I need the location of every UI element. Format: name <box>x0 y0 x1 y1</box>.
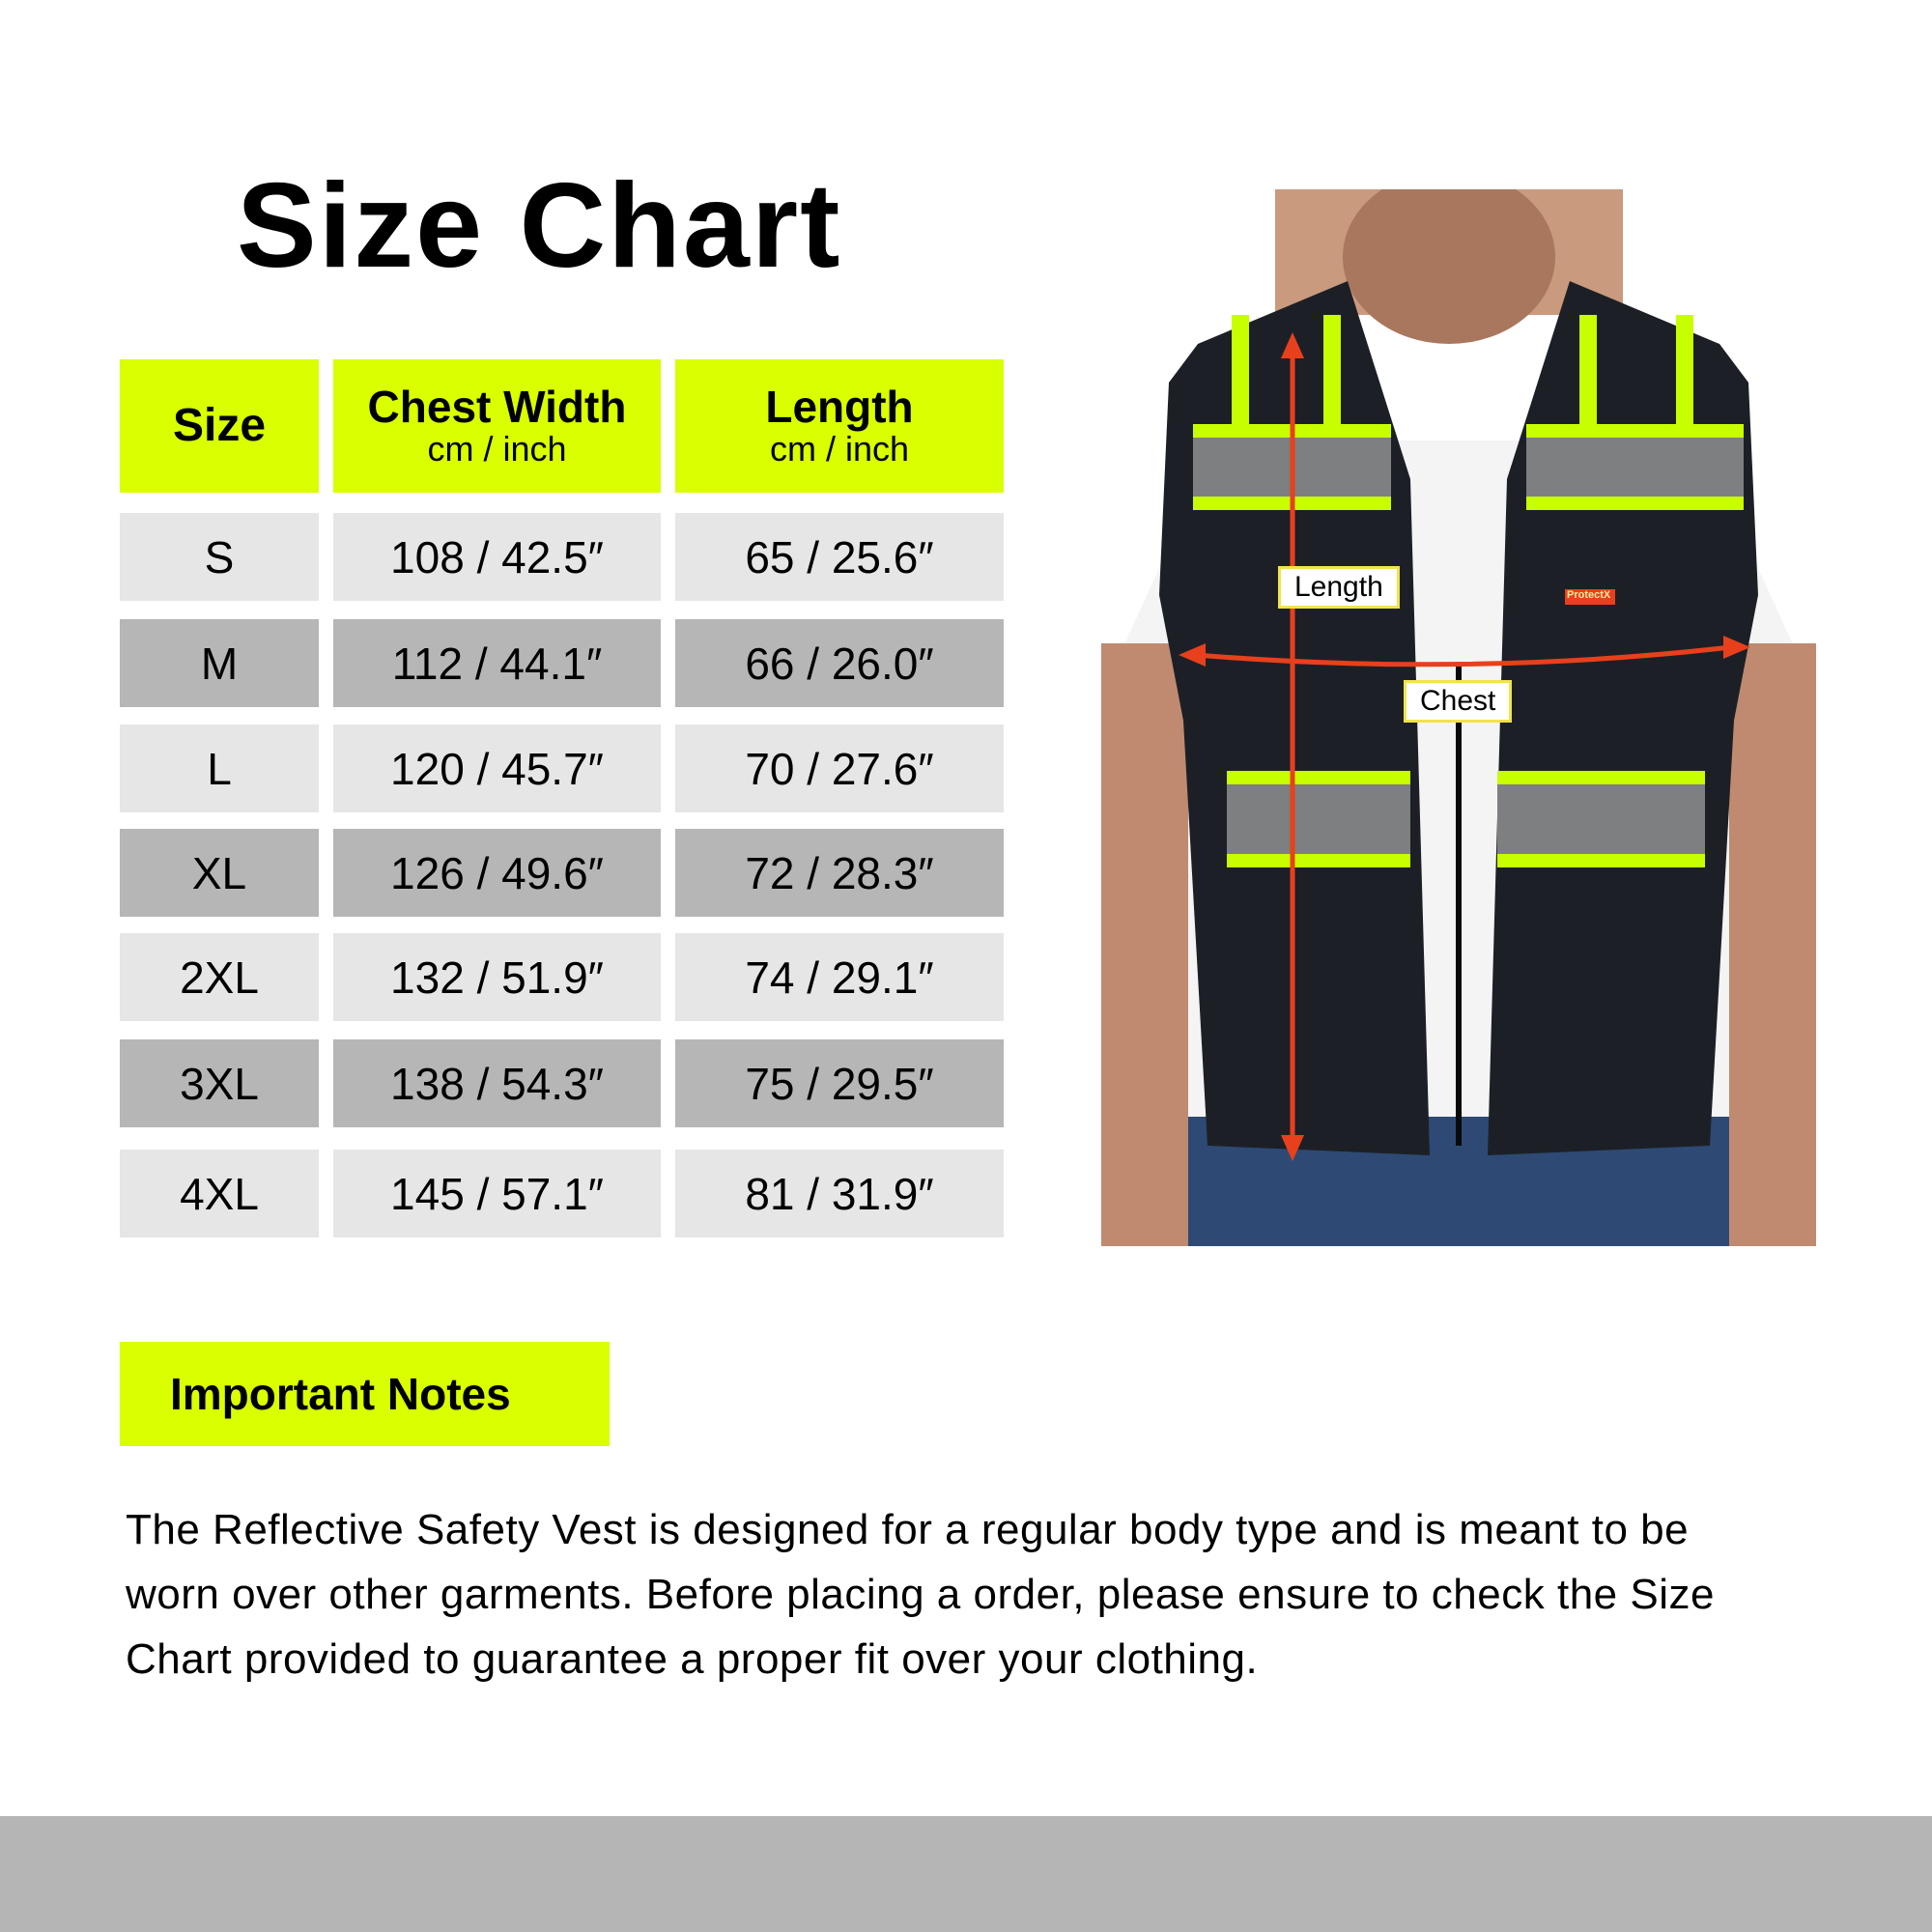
cell-size: XL <box>120 829 319 917</box>
cell-size: 4XL <box>120 1150 319 1237</box>
header-size-label: Size <box>172 399 267 451</box>
cell-chest: 126 / 49.6″ <box>333 829 661 917</box>
brand-tag-text: ProtectX <box>1567 589 1611 601</box>
cell-size: 2XL <box>120 933 319 1021</box>
cell-chest: 145 / 57.1″ <box>333 1150 661 1237</box>
cell-chest: 112 / 44.1″ <box>333 619 661 707</box>
chest-label: Chest <box>1404 680 1512 723</box>
cell-chest: 108 / 42.5″ <box>333 513 661 601</box>
notes-heading-box <box>120 1342 610 1446</box>
header-length <box>675 359 1004 493</box>
cell-length: 81 / 31.9″ <box>675 1150 1004 1237</box>
vest-photo <box>1101 189 1816 1246</box>
cell-chest: 132 / 51.9″ <box>333 933 661 1021</box>
header-length-unit: cm / inch <box>769 429 910 469</box>
cell-chest: 120 / 45.7″ <box>333 724 661 812</box>
cell-size: L <box>120 724 319 812</box>
cell-length: 72 / 28.3″ <box>675 829 1004 917</box>
cell-length: 66 / 26.0″ <box>675 619 1004 707</box>
footer-band <box>0 1816 1932 1932</box>
header-length-label: Length <box>765 382 914 433</box>
page-title: Size Chart <box>237 159 842 293</box>
cell-size: 3XL <box>120 1039 319 1127</box>
cell-length: 75 / 29.5″ <box>675 1039 1004 1127</box>
notes-body: The Reflective Safety Vest is designed for a regular body type and is meant to be worn over other garments. Before placing a order, please ensure to check the Size Chart provided to guarantee a proper fit over your clothing. <box>126 1506 1715 1683</box>
cell-chest: 138 / 54.3″ <box>333 1039 661 1127</box>
cell-length: 74 / 29.1″ <box>675 933 1004 1021</box>
length-label: Length <box>1278 566 1400 609</box>
header-chest-width <box>333 359 661 493</box>
header-chest-unit: cm / inch <box>427 429 567 469</box>
header-size <box>120 359 319 493</box>
cell-size: M <box>120 619 319 707</box>
cell-length: 70 / 27.6″ <box>675 724 1004 812</box>
cell-length: 65 / 25.6″ <box>675 513 1004 601</box>
header-chest-label: Chest Width <box>367 382 627 433</box>
notes-heading: Important Notes <box>170 1369 511 1419</box>
cell-size: S <box>120 513 319 601</box>
